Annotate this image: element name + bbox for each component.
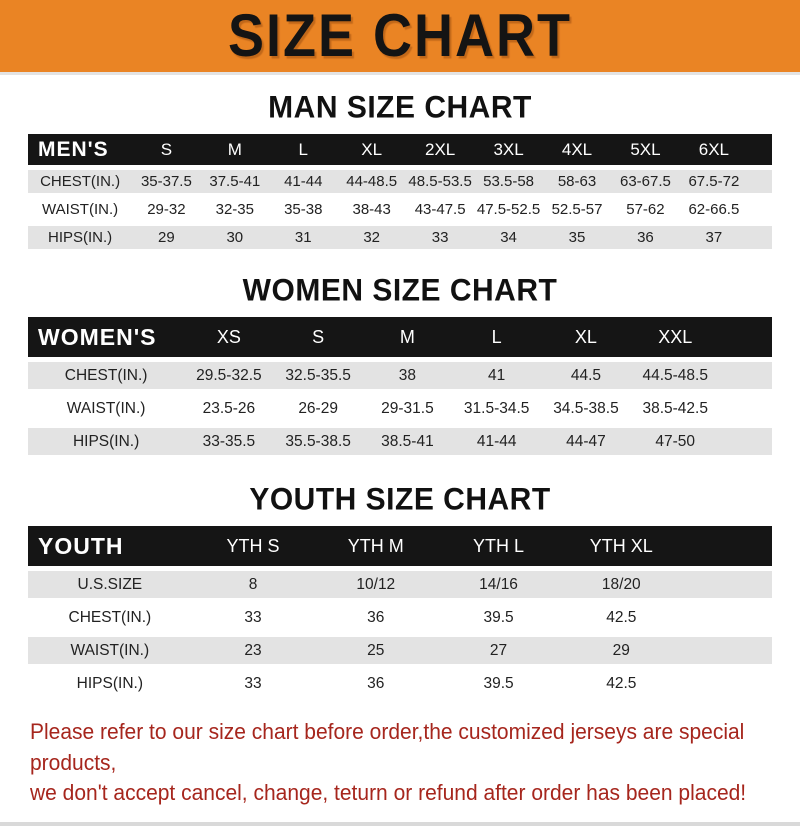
value-cell: 36 <box>314 667 437 700</box>
value-cell: 29 <box>132 224 200 252</box>
value-cell: 32 <box>337 224 405 252</box>
youth-size-table <box>28 526 772 703</box>
value-cell: 23 <box>192 634 315 667</box>
value-cell: 47-50 <box>631 425 720 458</box>
table-row <box>28 569 772 602</box>
banner <box>0 0 800 75</box>
size-header-cell: S <box>132 134 200 168</box>
value-cell: 37.5-41 <box>201 168 269 196</box>
table-row <box>28 168 772 196</box>
section-men <box>0 91 800 254</box>
value-cell: 18/20 <box>560 569 683 602</box>
value-cell: 42.5 <box>560 667 683 700</box>
size-header-cell: YTH M <box>314 526 437 569</box>
value-cell: 41-44 <box>269 168 337 196</box>
row-label-cell: CHEST(IN.) <box>28 601 192 634</box>
value-cell: 23.5-26 <box>184 392 273 425</box>
size-table <box>28 526 772 703</box>
value-cell: 31.5-34.5 <box>452 392 541 425</box>
value-cell: 8 <box>192 569 315 602</box>
size-header-cell: S <box>274 317 363 360</box>
banner-title: SIZE CHART <box>228 2 572 70</box>
men-size-table <box>28 134 772 254</box>
value-cell: 26-29 <box>274 392 363 425</box>
size-header-cell: M <box>201 134 269 168</box>
row-label-cell: WAIST(IN.) <box>28 634 192 667</box>
value-cell: 10/12 <box>314 569 437 602</box>
spacer-cell <box>683 634 772 667</box>
spacer-cell <box>720 317 772 360</box>
table-row <box>28 601 772 634</box>
value-cell: 38-43 <box>337 196 405 224</box>
size-header-cell: 3XL <box>474 134 542 168</box>
size-header-cell: 5XL <box>611 134 679 168</box>
value-cell: 14/16 <box>437 569 560 602</box>
value-cell: 53.5-58 <box>474 168 542 196</box>
table-row <box>28 392 772 425</box>
size-header-cell: 2XL <box>406 134 474 168</box>
row-label-cell: WAIST(IN.) <box>28 196 132 224</box>
value-cell: 38.5-42.5 <box>631 392 720 425</box>
bottom-divider <box>0 822 800 826</box>
value-cell: 39.5 <box>437 601 560 634</box>
row-label-cell: HIPS(IN.) <box>28 425 184 458</box>
spacer-cell <box>748 224 772 252</box>
value-cell: 36 <box>611 224 679 252</box>
value-cell: 58-63 <box>543 168 611 196</box>
size-header-cell: M <box>363 317 452 360</box>
footer-notice <box>30 717 770 808</box>
table-header-row <box>28 134 772 168</box>
value-cell: 31 <box>269 224 337 252</box>
size-header-cell: 4XL <box>543 134 611 168</box>
value-cell: 44-48.5 <box>337 168 405 196</box>
table-title-cell: YOUTH <box>28 526 192 569</box>
size-header-cell: YTH L <box>437 526 560 569</box>
value-cell: 33 <box>192 601 315 634</box>
table-row <box>28 425 772 458</box>
value-cell: 32.5-35.5 <box>274 360 363 393</box>
table-row <box>28 667 772 700</box>
size-header-cell: XL <box>337 134 405 168</box>
table-row <box>28 196 772 224</box>
women-size-table <box>28 317 772 461</box>
value-cell: 34 <box>474 224 542 252</box>
size-header-cell: XS <box>184 317 273 360</box>
value-cell: 29-32 <box>132 196 200 224</box>
value-cell: 41 <box>452 360 541 393</box>
row-label-cell: CHEST(IN.) <box>28 360 184 393</box>
section-youth <box>0 483 800 703</box>
size-header-cell: L <box>452 317 541 360</box>
value-cell: 44.5-48.5 <box>631 360 720 393</box>
value-cell: 32-35 <box>201 196 269 224</box>
spacer-cell <box>683 569 772 602</box>
value-cell: 67.5-72 <box>680 168 748 196</box>
value-cell: 34.5-38.5 <box>541 392 630 425</box>
spacer-cell <box>720 360 772 393</box>
spacer-cell <box>720 425 772 458</box>
value-cell: 41-44 <box>452 425 541 458</box>
footer-line-2: we don't accept cancel, change, teturn or refund after order has been placed! <box>30 780 747 805</box>
spacer-cell <box>683 667 772 700</box>
women-section-heading: WOMEN SIZE CHART <box>242 273 558 308</box>
value-cell: 36 <box>314 601 437 634</box>
size-header-cell: XL <box>541 317 630 360</box>
value-cell: 63-67.5 <box>611 168 679 196</box>
table-header-row <box>28 317 772 360</box>
size-header-cell: YTH XL <box>560 526 683 569</box>
value-cell: 29-31.5 <box>363 392 452 425</box>
section-women <box>0 274 800 461</box>
row-label-cell: U.S.SIZE <box>28 569 192 602</box>
value-cell: 42.5 <box>560 601 683 634</box>
value-cell: 33 <box>192 667 315 700</box>
size-header-cell: YTH S <box>192 526 315 569</box>
table-row <box>28 360 772 393</box>
value-cell: 29 <box>560 634 683 667</box>
size-header-cell: L <box>269 134 337 168</box>
value-cell: 37 <box>680 224 748 252</box>
men-section-heading: MAN SIZE CHART <box>268 90 532 125</box>
value-cell: 35 <box>543 224 611 252</box>
row-label-cell: CHEST(IN.) <box>28 168 132 196</box>
value-cell: 43-47.5 <box>406 196 474 224</box>
table-title-cell: MEN'S <box>28 134 132 168</box>
youth-section-heading: YOUTH SIZE CHART <box>249 482 551 517</box>
spacer-cell <box>720 392 772 425</box>
value-cell: 44-47 <box>541 425 630 458</box>
value-cell: 35-38 <box>269 196 337 224</box>
size-table <box>28 317 772 461</box>
table-row <box>28 634 772 667</box>
spacer-cell <box>683 601 772 634</box>
value-cell: 27 <box>437 634 560 667</box>
spacer-cell <box>748 168 772 196</box>
value-cell: 29.5-32.5 <box>184 360 273 393</box>
value-cell: 52.5-57 <box>543 196 611 224</box>
table-row <box>28 224 772 252</box>
value-cell: 33-35.5 <box>184 425 273 458</box>
spacer-cell <box>748 196 772 224</box>
row-label-cell: HIPS(IN.) <box>28 667 192 700</box>
value-cell: 38.5-41 <box>363 425 452 458</box>
value-cell: 48.5-53.5 <box>406 168 474 196</box>
size-header-cell: XXL <box>631 317 720 360</box>
value-cell: 39.5 <box>437 667 560 700</box>
spacer-cell <box>683 526 772 569</box>
value-cell: 44.5 <box>541 360 630 393</box>
value-cell: 30 <box>201 224 269 252</box>
table-title-cell: WOMEN'S <box>28 317 184 360</box>
size-header-cell: 6XL <box>680 134 748 168</box>
value-cell: 35-37.5 <box>132 168 200 196</box>
row-label-cell: WAIST(IN.) <box>28 392 184 425</box>
size-table <box>28 134 772 254</box>
value-cell: 33 <box>406 224 474 252</box>
value-cell: 57-62 <box>611 196 679 224</box>
footer-line-1: Please refer to our size chart before order,the customized jerseys are special products, <box>30 720 745 776</box>
row-label-cell: HIPS(IN.) <box>28 224 132 252</box>
value-cell: 38 <box>363 360 452 393</box>
value-cell: 35.5-38.5 <box>274 425 363 458</box>
value-cell: 62-66.5 <box>680 196 748 224</box>
value-cell: 25 <box>314 634 437 667</box>
spacer-cell <box>748 134 772 168</box>
value-cell: 47.5-52.5 <box>474 196 542 224</box>
table-header-row <box>28 526 772 569</box>
